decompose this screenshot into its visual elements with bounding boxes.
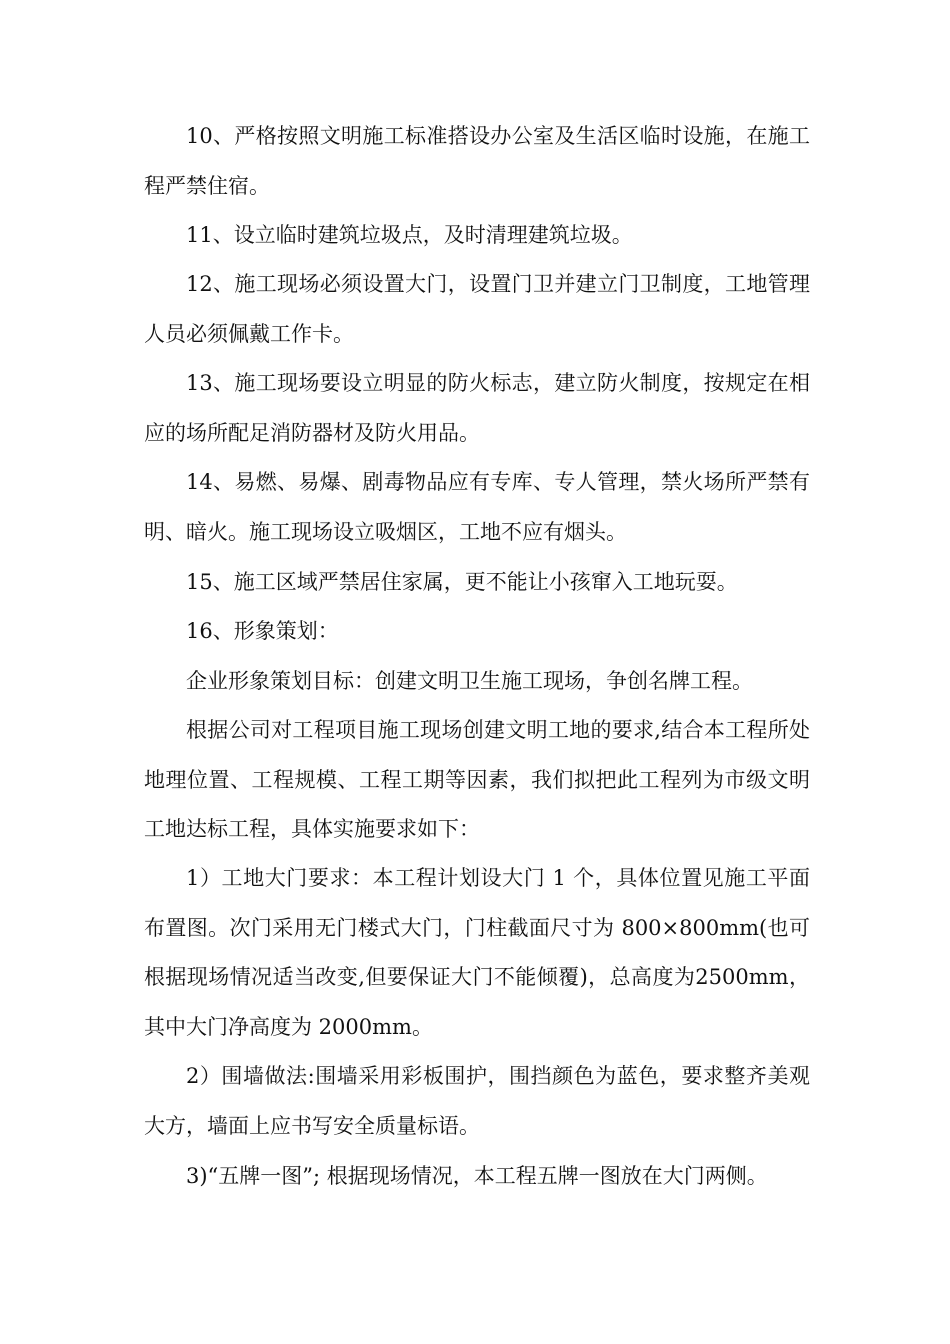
paragraph-item-15: 15、施工区域严禁居住家属，更不能让小孩窜入工地玩耍。 (186, 570, 738, 594)
paragraph-item-13: 13、施工现场要设立明显的防火标志，建立防火制度，按规定在相应的场所配足消防器材及防火用品。 (144, 371, 810, 445)
paragraph-item-11: 11、设立临时建筑垃圾点，及时清理建筑垃圾。 (186, 223, 633, 247)
paragraph-gate-requirements: 1）工地大门要求：本工程计划设大门 1 个，具体位置见施工平面布置图。次门采用无门楼式大门，门柱截面尺寸为 800×800mm(也可根据现场情况适当改变,但要保证大门不能倾覆)，总高度为2500mm，其中大门净高度为 2000mm。 (144, 866, 810, 1039)
paragraph-wall-method: 2）围墙做法:围墙采用彩板围护，围挡颜色为蓝色，要求整齐美观大方，墙面上应书写安全质量标语。 (144, 1064, 810, 1138)
paragraph-item-12: 12、施工现场必须设置大门，设置门卫并建立门卫制度，工地管理人员必须佩戴工作卡。 (144, 272, 810, 346)
paragraph-requirements-intro: 根据公司对工程项目施工现场创建文明工地的要求,结合本工程所处地理位置、工程规模、工程工期等因素，我们拟把此工程列为市级文明工地达标工程，具体实施要求如下： (144, 718, 810, 841)
paragraph-item-16: 16、形象策划： (186, 619, 339, 643)
paragraph-item-10: 10、严格按照文明施工标准搭设办公室及生活区临时设施，在施工程严禁住宿。 (144, 124, 810, 198)
paragraph-five-boards-one-map: 3)“五牌一图”; 根据现场情况，本工程五牌一图放在大门两侧。 (186, 1164, 768, 1188)
paragraph-item-14: 14、易燃、易爆、剧毒物品应有专库、专人管理，禁火场所严禁有明、暗火。施工现场设立吸烟区，工地不应有烟头。 (144, 470, 810, 544)
paragraph-image-goal: 企业形象策划目标：创建文明卫生施工现场，争创名牌工程。 (186, 669, 753, 693)
